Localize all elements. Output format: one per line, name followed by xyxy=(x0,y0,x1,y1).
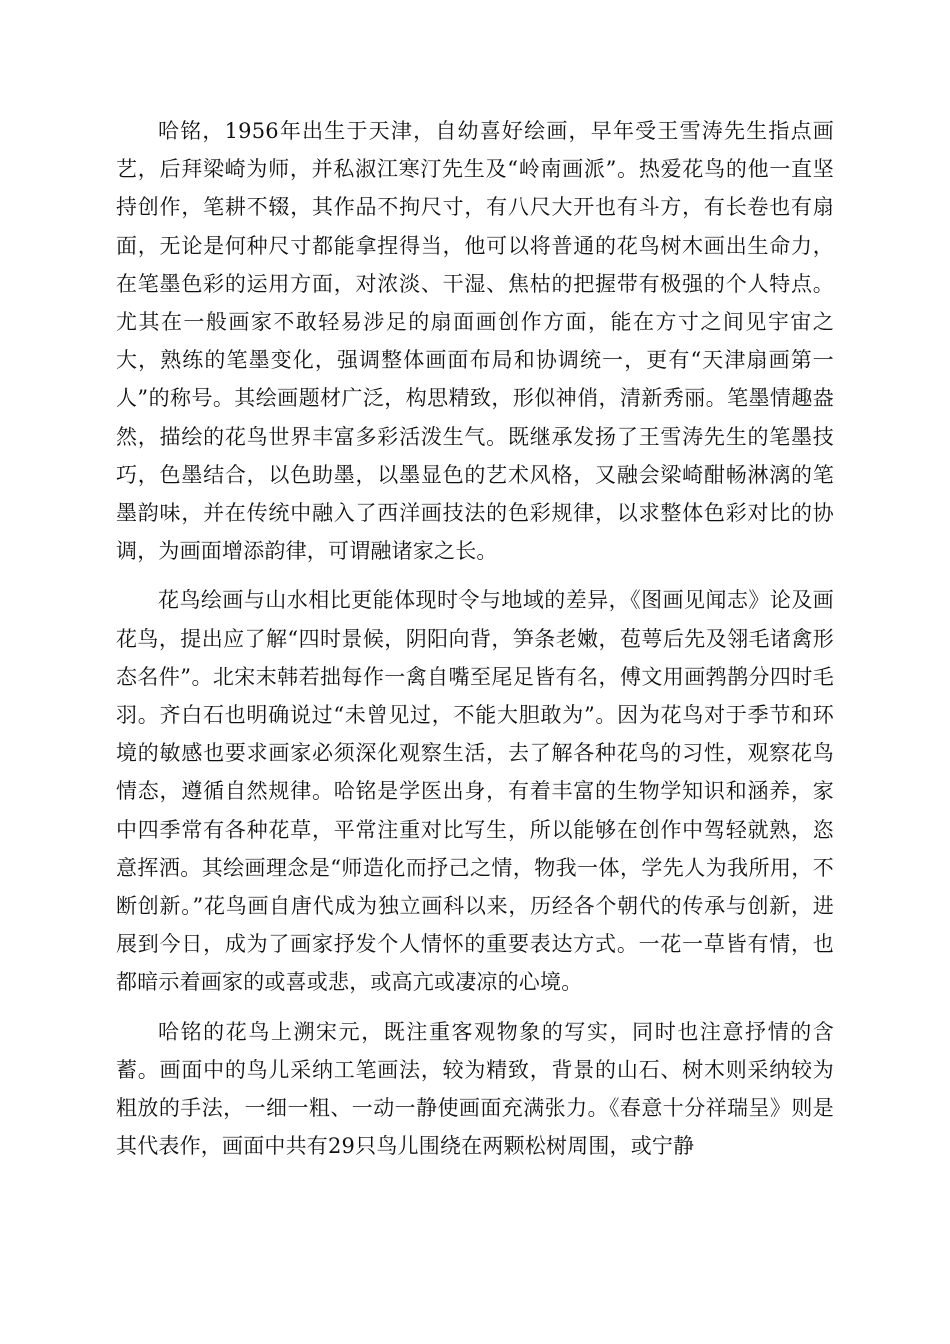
paragraph-2: 花鸟绘画与山水相比更能体现时令与地域的差异，《图画见闻志》论及画花鸟，提出应了解“四时景候，阴阳向背，笋条老嫩，苞萼后先及翎毛诸禽形态名件”。北宋末韩若拙每作一禽自嘴至尾足皆有名，傅文用画鹁鹊分四时毛羽。齐白石也明确说过“未曾见过，不能大胆敢为”。因为花鸟对于季节和环境的敏感也要求画家必须深化观察生活，去了解各种花鸟的习性，观察花鸟情态，遵循自然规律。哈铭是学医出身，有着丰富的生物学知识和涵养，家中四季常有各种花草，平常注重对比写生，所以能够在创作中驾轻就熟，恣意挥洒。其绘画理念是“师造化而抒己之情，物我一体，学先人为我所用，不断创新。”花鸟画自唐代成为独立画科以来，历经各个朝代的传承与创新，进展到今日，成为了画家抒发个人情怀的重要表达方式。一花一草皆有情，也都暗示着画家的或喜或悲，或高亢或凄凉的心境。 xyxy=(116,588,834,995)
paragraph-1: 哈铭，1956年出生于天津，自幼喜好绘画，早年受王雪涛先生指点画艺，后拜梁崎为师，并私淑江寒汀先生及“岭南画派”。热爱花鸟的他一直坚持创作，笔耕不辍，其作品不拘尺寸，有八尺大开也有斗方，有长卷也有扇面，无论是何种尺寸都能拿捏得当，他可以将普通的花鸟树木画出生命力，在笔墨色彩的运用方面，对浓淡、干湿、焦枯的把握带有极强的个人特点。尤其在一般画家不敢轻易涉足的扇面画创作方面，能在方寸之间见宇宙之大，熟练的笔墨变化，强调整体画面布局和协调统一，更有“天津扇画第一人”的称号。其绘画题材广泛，构思精致，形似神俏，清新秀丽。笔墨情趣盎然，描绘的花鸟世界丰富多彩活泼生气。既继承发扬了王雪涛先生的笔墨技巧，色墨结合，以色助墨，以墨显色的艺术风格，又融会梁崎酣畅淋漓的笔墨韵味，并在传统中融入了西洋画技法的色彩规律，以求整体色彩对比的协调，为画面增添韵律，可谓融诸家之长。 xyxy=(116,119,834,564)
paragraph-3: 哈铭的花鸟上溯宋元，既注重客观物象的写实，同时也注意抒情的含蓄。画面中的鸟儿采纳工笔画法，较为精致，背景的山石、树木则采纳较为粗放的手法，一细一粗、一动一静使画面充满张力。《春意十分祥瑞呈》则是其代表作，画面中共有29只鸟儿围绕在两颗松树周围，或宁静 xyxy=(116,1019,834,1159)
document-body xyxy=(116,112,834,1165)
